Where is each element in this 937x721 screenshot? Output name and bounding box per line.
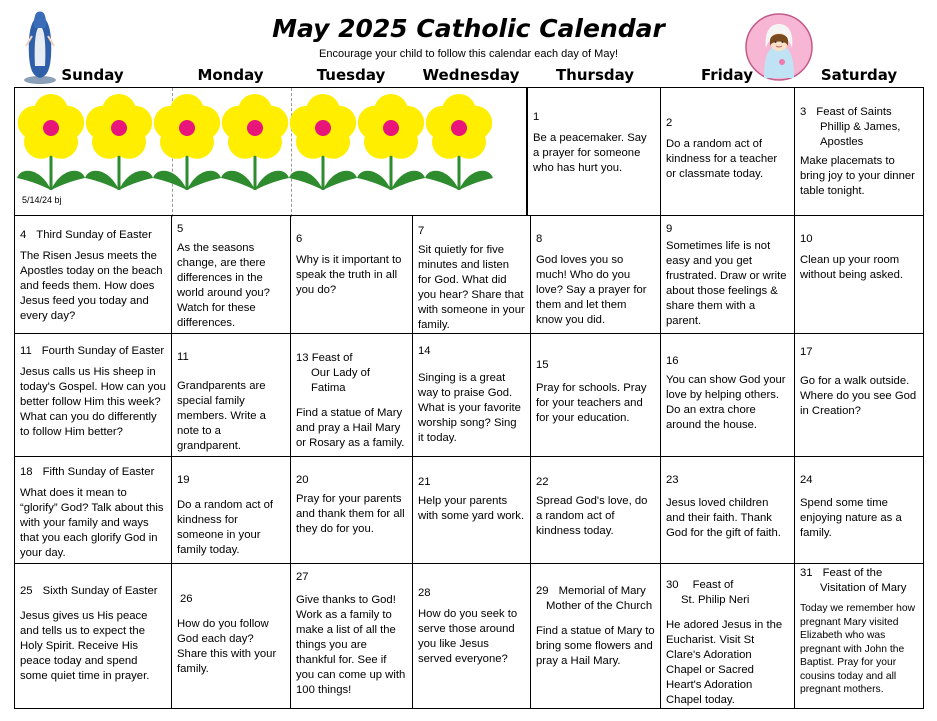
day-cell-4	[14, 215, 172, 334]
day-heading: 13 Feast of	[296, 352, 353, 364]
day-activity: You can show God your love by helping others. Do an extra chore around the house.	[666, 374, 786, 431]
day-activity: Today we remember how pregnant Mary visited Elizabeth who was pregnant with John the Baptist. Pray for your cousins today and all pregnant mothers.	[800, 603, 916, 695]
day-number: 7	[418, 225, 425, 237]
day-heading: 31 Feast of the	[800, 567, 883, 579]
day-number: 26	[180, 593, 193, 605]
day-activity: Do a random act of kindness for a teacher or classmate today.	[666, 138, 778, 180]
day-cell-27	[290, 563, 413, 709]
flower-icon	[425, 94, 493, 190]
day-activity: Make placemats to bring joy to your dinner table tonight.	[800, 155, 915, 197]
feast-title: Fourth Sunday of Easter	[41, 345, 165, 357]
day-heading: 18 Fifth Sunday of Easter	[20, 466, 155, 478]
day-number: 17	[800, 346, 813, 358]
stamp-text: 5/14/24 bj	[22, 195, 62, 205]
day-number: 6	[296, 233, 303, 245]
calendar-grid	[14, 87, 924, 709]
day-heading: 3 Feast of Saints	[800, 106, 892, 118]
day-activity: Clean up your room without being asked.	[800, 254, 903, 281]
day-cell-1	[527, 87, 661, 216]
page-subtitle: Encourage your child to follow this calendar each day of May!	[319, 48, 618, 60]
day-activity: God loves you so much! Who do you love? Say a prayer for them and let them know you did.	[536, 254, 647, 326]
day-activity: He adored Jesus in the Eucharist. Visit St Clare's Adoration Chapel or Sacred Heart's Adoration Chapel today.	[666, 619, 783, 706]
day-activity: The Risen Jesus meets the Apostles today on the beach and feeds them. How does Jesus feed you today and every day?	[20, 250, 163, 322]
day-number: 9	[666, 223, 673, 235]
day-cell-24	[794, 456, 924, 564]
day-number: 22	[536, 476, 549, 488]
day-number: 14	[418, 345, 431, 357]
day-heading: 30 Feast of	[666, 579, 734, 591]
day-number: 20	[296, 474, 309, 486]
flower-icon	[85, 94, 153, 190]
day-activity: Jesus loved children and their faith. Thank God for the gift of faith.	[666, 497, 781, 539]
day-cell-17	[794, 333, 924, 457]
flower-icon	[153, 94, 221, 190]
day-activity: Why is it important to speak the truth in all you do?	[296, 254, 402, 296]
day-activity: Find a statue of Mary and pray a Hail Mary or Rosary as a family.	[296, 407, 405, 449]
day-activity: Sometimes life is not easy and you get frustrated. Draw or write about those feelings & share them with a parent.	[666, 240, 787, 327]
day-number: 2	[666, 117, 673, 129]
day-activity: Help your parents with some yard work.	[418, 495, 525, 522]
day-activity: Jesus calls us His sheep in today's Gospel. How can you better follow Him this week? What can you do differently to follow Him better?	[20, 366, 166, 438]
day-cell-15	[530, 333, 661, 457]
day-cell-20	[290, 456, 413, 564]
day-activity: Spend some time enjoying nature as a family.	[800, 497, 902, 539]
day-heading: 29 Memorial of Mary	[536, 585, 646, 597]
day-activity: Spread God's love, do a random act of kindness today.	[536, 495, 648, 537]
day-cell-23	[660, 456, 795, 564]
day-number: 24	[800, 474, 813, 486]
feast-title: Feast of	[692, 579, 734, 591]
day-cell-2	[660, 87, 795, 216]
day-cell-14	[412, 333, 531, 457]
day-activity: Pray for schools. Pray for your teachers and for your education.	[536, 382, 647, 424]
day-activity: How do you seek to serve those around you like Jesus served everyone?	[418, 608, 518, 665]
day-cell-22	[530, 456, 661, 564]
feast-title: Third Sunday of Easter	[36, 229, 152, 241]
day-activity: What does it mean to “glorify” God? Talk about this with your family and ways that you each glorify God in your day.	[20, 487, 164, 559]
day-heading: 11 Fourth Sunday of Easter	[20, 345, 165, 357]
day-number: 5	[177, 223, 184, 235]
day-activity: As the seasons change, are there differences in the world around you? Watch for these differences.	[177, 242, 270, 329]
day-number: 10	[800, 233, 813, 245]
flower-banner	[14, 87, 527, 216]
day-number: 28	[418, 587, 431, 599]
day-cell-26	[171, 563, 291, 709]
day-number: 11	[177, 351, 189, 363]
feast-subtitle: St. Philip Neri	[681, 594, 750, 606]
day-cell-11-monday	[171, 333, 291, 457]
day-activity: Jesus gives us His peace and tells us to expect the Holy Spirit. Receive His peace today and spend some quiet time in prayer.	[20, 610, 150, 682]
weekday-thursday: Thursday	[555, 66, 635, 84]
feast-title: Feast of the	[822, 567, 883, 579]
day-cell-7	[412, 215, 531, 334]
day-activity: How do you follow God each day? Share this with your family.	[177, 618, 277, 675]
weekday-wednesday: Wednesday	[422, 66, 520, 84]
day-activity: Sit quietly for five minutes and listen for God. What did you hear? Share that with someone in your family.	[418, 244, 525, 331]
day-activity: Do a random act of kindness for someone in your family today.	[177, 499, 274, 556]
day-heading: 25 Sixth Sunday of Easter	[20, 585, 158, 597]
flower-icon	[357, 94, 425, 190]
feast-title: Memorial of Mary	[558, 585, 646, 597]
day-cell-21	[412, 456, 531, 564]
weekday-sunday: Sunday	[61, 66, 124, 84]
day-number: 16	[666, 355, 679, 367]
day-cell-10	[794, 215, 924, 334]
flower-icon	[17, 94, 85, 190]
flower-icon	[289, 94, 357, 190]
day-activity: Singing is a great way to praise God. What is your favorite worship song? Sing it today.	[418, 372, 521, 444]
day-heading: 4 Third Sunday of Easter	[20, 229, 152, 241]
weekday-friday: Friday	[700, 66, 753, 84]
feast-subtitle: Our Lady of Fatima	[311, 367, 371, 394]
day-cell-18	[14, 456, 172, 564]
feast-subtitle: Mother of the Church	[546, 600, 653, 612]
weekday-tuesday: Tuesday	[316, 66, 386, 84]
day-cell-29	[530, 563, 661, 709]
day-number: 27	[296, 571, 309, 583]
flower-row	[15, 88, 528, 198]
day-cell-11-sunday	[14, 333, 172, 457]
flower-icon	[221, 94, 289, 190]
feast-title: Fifth Sunday of Easter	[42, 466, 155, 478]
day-activity: Grandparents are special family members. Write a note to a grandparent.	[177, 380, 266, 452]
day-cell-19	[171, 456, 291, 564]
day-activity: Pray for your parents and thank them for all they do for you.	[296, 493, 405, 535]
day-activity: Find a statue of Mary to bring some flowers and pray a Hail Mary.	[536, 625, 655, 667]
feast-subtitle: Phillip & James, Apostles	[820, 121, 901, 148]
day-number: 15	[536, 359, 549, 371]
day-number: 23	[666, 474, 679, 486]
day-cell-31	[794, 563, 924, 709]
feast-title: Feast of Saints	[816, 106, 892, 118]
day-cell-16	[660, 333, 795, 457]
feast-subtitle: Visitation of Mary	[820, 582, 907, 594]
day-cell-13	[290, 333, 413, 457]
day-number: 21	[418, 476, 431, 488]
page-title: May 2025 Catholic Calendar	[272, 14, 665, 43]
weekday-saturday: Saturday	[820, 66, 898, 84]
feast-title: Sixth Sunday of Easter	[42, 585, 158, 597]
day-cell-5	[171, 215, 291, 334]
day-number: 19	[177, 474, 190, 486]
day-cell-6	[290, 215, 413, 334]
day-number: 8	[536, 233, 543, 245]
day-activity: Give thanks to God! Work as a family to make a list of all the things you are thankful for. See if you can come up with 100 things!	[296, 594, 406, 696]
day-cell-30	[660, 563, 795, 709]
day-cell-9	[660, 215, 795, 334]
day-number: 1	[533, 111, 540, 123]
weekday-header	[14, 66, 924, 86]
weekday-monday: Monday	[197, 66, 264, 84]
feast-title: Feast of	[311, 352, 353, 364]
day-cell-8	[530, 215, 661, 334]
day-cell-28	[412, 563, 531, 709]
day-cell-25	[14, 563, 172, 709]
day-activity: Go for a walk outside. Where do you see God in Creation?	[800, 375, 917, 417]
day-cell-3	[794, 87, 924, 216]
day-activity: Be a peacemaker. Say a prayer for someone who has hurt you.	[533, 132, 647, 174]
